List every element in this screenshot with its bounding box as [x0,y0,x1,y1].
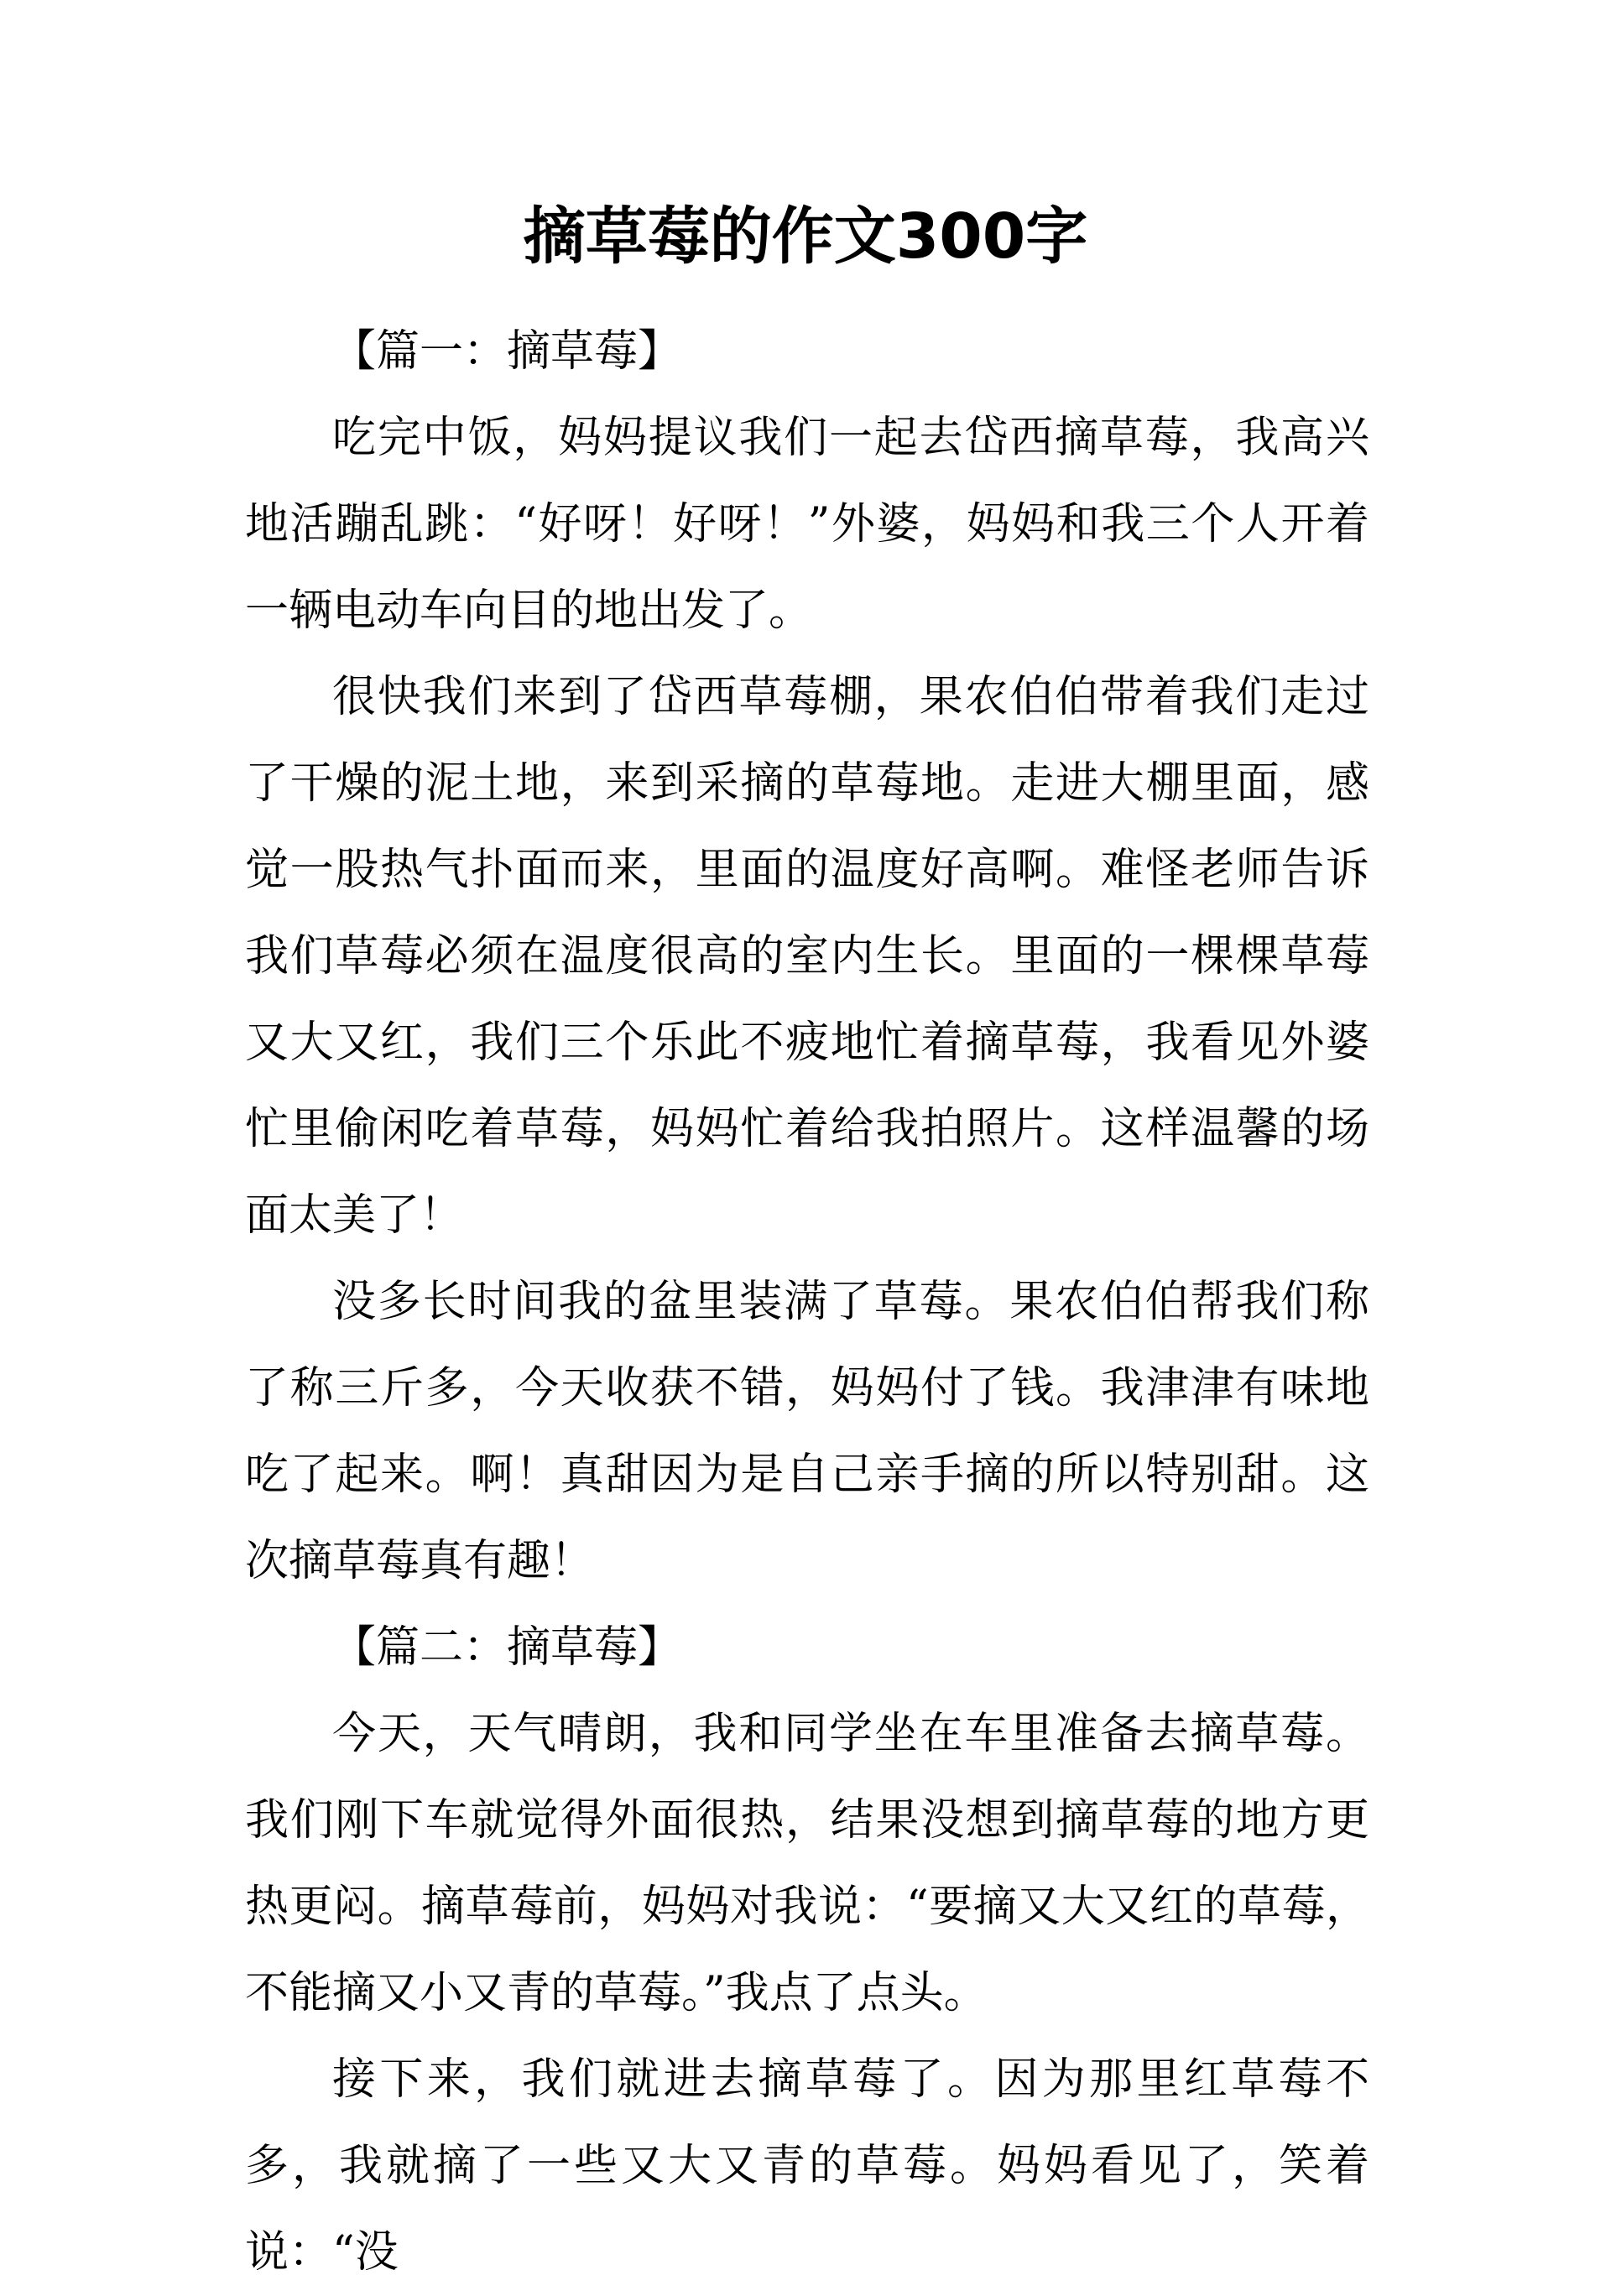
document-body [245,309,1369,2296]
section-1-paragraph-2: 很快我们来到了岱西草莓棚，果农伯伯带着我们走过了干燥的泥土地，来到采摘的草莓地。走进大棚里面，感觉一股热气扑面而来，里面的温度好高啊。难怪老师告诉我们草莓必须在温度很高的室内生长。里面的一棵棵草莓又大又红，我们三个乐此不疲地忙着摘草莓，我看见外婆忙里偷闲吃着草莓，妈妈忙着给我拍照片。这样温馨的场面太美了！ [245,672,1369,1241]
section-2-paragraph-1: 今天，天气晴朗，我和同学坐在车里准备去摘草莓。我们刚下车就觉得外面很热，结果没想到摘草莓的地方更热更闷。摘草莓前，妈妈对我说：“要摘又大又红的草莓，不能摘又小又青的草莓。”我点了点头。 [245,1709,1369,2018]
section-heading-1: 【篇一：摘草莓】 [332,326,682,377]
section-1-paragraph-3: 没多长时间我的盆里装满了草莓。果农伯伯帮我们称了称三斤多，今天收获不错，妈妈付了钱。我津津有味地吃了起来。啊！真甜因为是自己亲手摘的所以特别甜。这次摘草莓真有趣！ [245,1277,1369,1586]
section-heading-2: 【篇二：摘草莓】 [332,1622,682,1673]
document-title: 摘草莓的作文300字 [523,200,1088,273]
section-1-paragraph-1: 吃完中饭，妈妈提议我们一起去岱西摘草莓，我高兴地活蹦乱跳：“好呀！好呀！”外婆，妈妈和我三个人开着一辆电动车向目的地出发了。 [245,413,1369,636]
section-2-paragraph-2: 接下来，我们就进去摘草莓了。因为那里红草莓不多，我就摘了一些又大又青的草莓。妈妈看见了，笑着说：“没 [245,2054,1369,2278]
